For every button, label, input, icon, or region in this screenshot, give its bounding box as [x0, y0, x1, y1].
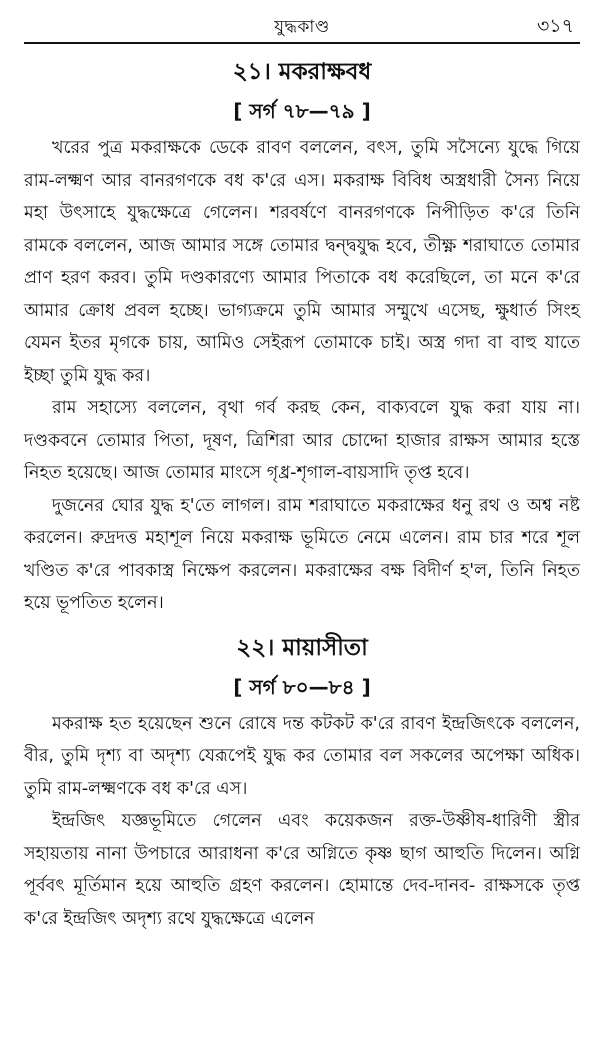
section-makaraksha-vadh: [24, 56, 580, 620]
paragraph: খরের পুত্র মকরাক্ষকে ডেকে রাবণ বললেন, বৎস, তুমি সসৈন্যে যুদ্ধে গিয়ে রাম-লক্ষ্মণ আর বানরগণকে বধ ক'রে এস। মকরাক্ষ বিবিধ অস্ত্রধারী সৈন্য নিয়ে মহা উৎসাহে যুদ্ধক্ষেত্রে গেলেন। শরবর্ষণে বানরগণকে নিপীড়িত ক'রে তিনি রামকে বললেন, আজ আমার সঙ্গে তোমার দ্বন্দ্বযুদ্ধ হবে, তীক্ষ্ণ শরাঘাতে তোমার প্রাণ হরণ করব। তুমি দণ্ডকারণ্যে আমার পিতাকে বধ করেছিলে, তা মনে ক'রে আমার ক্রোধ প্রবল হচ্ছে। ভাগ্যক্রমে তুমি আমার সম্মুখে এসেছ, ক্ষুধার্ত সিংহ যেমন ইতর মৃগকে চায়, আমিও সেইরূপ তোমাকে চাই। অস্ত্র গদা বা বাহু যাতে ইচ্ছা তুমি যুদ্ধ কর।: [24, 138, 580, 386]
section-mayasita: [24, 632, 580, 936]
paragraph: ইন্দ্রজিৎ যজ্ঞভূমিতে গেলেন এবং কয়েকজন রক্ত-উষ্ণীষ-ধারিণী স্ত্রীর সহায়তায় নানা উপচারে আরাধনা ক'রে অগ্নিতে কৃষ্ণ ছাগ আহুতি দিলেন। অগ্নি পূর্ববৎ মূর্তিমান হয়ে আহুতি গ্রহণ করলেন। হোমান্তে দেব-দানব- রাক্ষসকে তৃপ্ত ক'রে ইন্দ্রজিৎ অদৃশ্য রথে যুদ্ধক্ষেত্রে এলেন: [24, 811, 580, 929]
running-title: যুদ্ধকাণ্ড: [274, 17, 330, 37]
paragraph: দুজনের ঘোর যুদ্ধ হ'তে লাগল। রাম শরাঘাতে মকরাক্ষের ধনু রথ ও অশ্ব নষ্ট করলেন। রুদ্রদত্ত মহাশূল নিয়ে মকরাক্ষ ভূমিতে নেমে এলেন। রাম চার শরে শূল খণ্ডিত ক'রে পাবকাস্ত্র নিক্ষেপ করলেন। মকরাক্ষের বক্ষ বিদীর্ণ হ'ল, তিনি নিহত হয়ে ভূপতিত হলেন।: [24, 495, 580, 613]
chapter-title: ২১। মকরাক্ষবধ: [232, 59, 372, 85]
paragraph: মকরাক্ষ হত হয়েছেন শুনে রোষে দন্ত কটকট ক'রে রাবণ ইন্দ্রজিৎকে বললেন, বীর, তুমি দৃশ্য বা অদৃশ্য যেরূপেই যুদ্ধ কর তোমার বল সকলের অপেক্ষা অধিক। তুমি রাম-লক্ষ্মণকে বধ ক'রে এস।: [24, 713, 580, 799]
running-header: [24, 6, 580, 42]
paragraph: রাম সহাস্যে বললেন, বৃথা গর্ব করছ কেন, বাক্যবলে যুদ্ধ করা যায় না। দণ্ডকবনে তোমার পিতা, দূষণ, ত্রিশিরা আর চোদ্দো হাজার রাক্ষস আমার হস্তে নিহত হয়েছে। আজ তোমার মাংসে গৃধ্র-শৃগাল-বায়সাদি তৃপ্ত হবে।: [24, 398, 580, 483]
header-rule: [24, 42, 580, 44]
page-number: ৩১৭: [536, 15, 574, 37]
section-spacer: [24, 620, 580, 632]
sarga-reference: [ সর্গ ৮০—৮৪ ]: [233, 674, 371, 699]
sarga-reference: [ সর্গ ৭৮—৭৯ ]: [233, 99, 371, 123]
chapter-title: ২২। মায়াসীতা: [236, 634, 368, 661]
